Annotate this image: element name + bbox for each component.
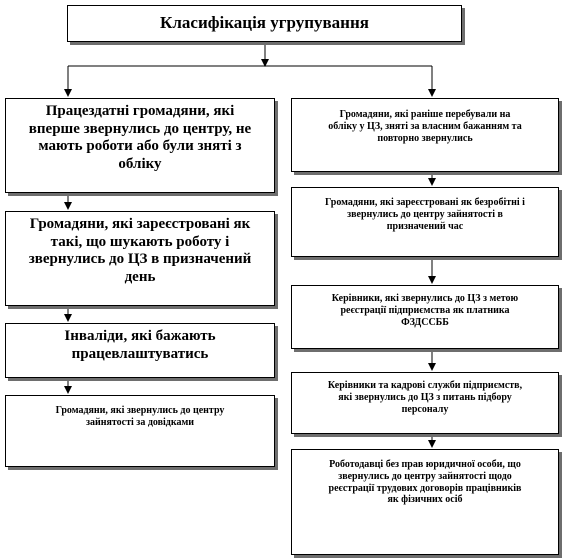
left-category-3	[5, 323, 275, 378]
category-text-line: реєстрації трудових договорів працівників	[328, 482, 522, 494]
right-category-3	[291, 285, 559, 349]
category-text-line: зайнятості за довідками	[85, 416, 195, 428]
category-text-line: призначений час	[386, 220, 464, 232]
category-text-line: як фізичних осіб	[387, 494, 463, 506]
category-text-line: звернулись до центру зайнятості щодо	[338, 470, 512, 482]
category-text-line: які звернулись до ЦЗ з питань підбору	[338, 391, 512, 403]
category-text-line: день	[124, 269, 156, 286]
left-category-1	[5, 98, 275, 193]
category-text-line: обліку	[118, 156, 162, 173]
category-text-line: такі, що шукають роботу і	[50, 233, 230, 250]
diagram-title: Класифікація угрупування	[67, 5, 462, 42]
right-category-2	[291, 187, 559, 257]
right-category-1	[291, 98, 559, 172]
category-text-line: Громадяни, які звернулись до центру	[55, 405, 225, 416]
category-text-line: Громадяни, які зареєстровані як безробітні і	[325, 197, 525, 208]
category-text-line: реєстрації підприємства як платника	[340, 304, 510, 316]
category-text-line: повторно звернулись	[377, 132, 473, 144]
category-text-line: обліку у ЦЗ, зняті за власним бажанням та	[328, 120, 522, 132]
right-category-4	[291, 372, 559, 434]
left-category-2	[5, 211, 275, 306]
category-text-line: Роботодавці без прав юридичної особи, що	[329, 459, 521, 470]
left-category-4	[5, 395, 275, 467]
category-text-line: ФЗДССББ	[401, 316, 449, 328]
category-text-line: вперше звернулись до центру, не	[28, 120, 252, 137]
right-category-5	[291, 449, 559, 555]
category-text-line: Працездатні громадяни, які	[45, 103, 235, 119]
category-text-line: мають роботи або були зняті з	[38, 138, 242, 155]
category-text-line: працевлаштуватись	[71, 345, 209, 362]
category-text-line: Громадяни, які зареєстровані як	[29, 216, 251, 232]
category-text-line: персоналу	[401, 403, 449, 415]
category-text-line: звернулись до ЦЗ в призначений	[28, 251, 252, 268]
category-text-line: Керівники, які звернулись до ЦЗ з метою	[331, 293, 519, 304]
category-text-line: звернулись до центру зайнятості в	[347, 208, 503, 220]
category-text-line: Громадяни, які раніше перебували на	[339, 109, 511, 120]
category-text-line: Керівники та кадрові служби підприємств,	[327, 380, 523, 391]
category-text-line: Інваліди, які бажають	[64, 328, 216, 344]
